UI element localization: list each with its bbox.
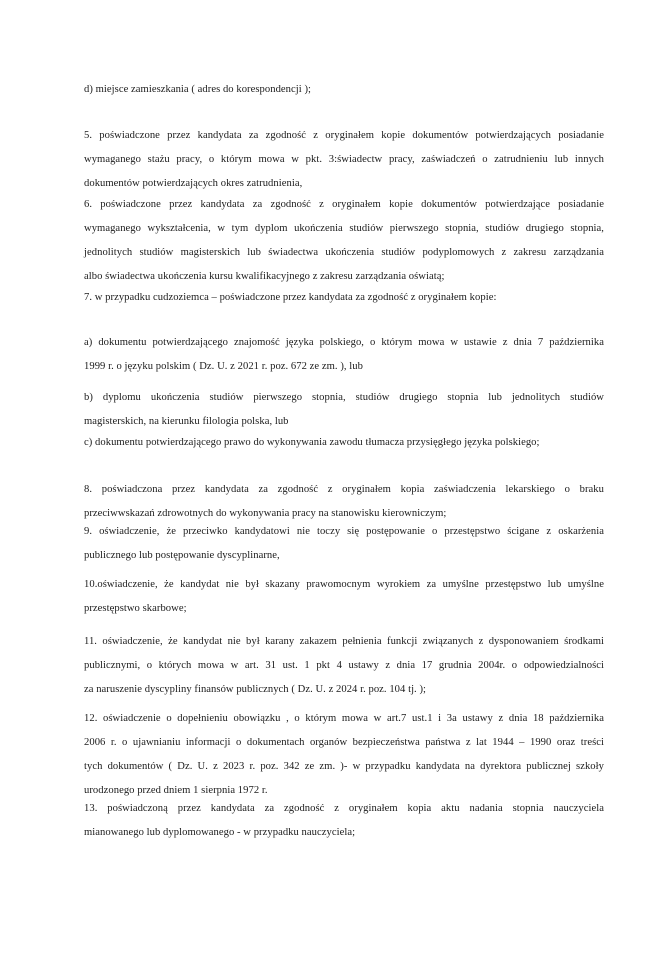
- item-7-line-1: 7. w przypadku cudzoziemca – poświadczone przez kandydata za zgodność z oryginałem kopie:: [84, 292, 497, 303]
- item-5-line-1: 5. poświadczone przez kandydata za zgodność z oryginałem kopie dokumentów potwierdzających posiadanie: [84, 130, 604, 141]
- item-12-line-2: 2006 r. o ujawnianiu informacji o dokumentach organów bezpieczeństwa państwa z lat 1944 – 1990 oraz treści: [84, 737, 604, 748]
- item-7b-line-2: magisterskich, na kierunku filologia polska, lub: [84, 416, 289, 427]
- item-12: [84, 707, 604, 803]
- item-8-line-1: 8. poświadczona przez kandydata za zgodność z oryginałem kopia zaświadczenia lekarskiego o braku: [84, 484, 604, 495]
- item-9-line-2: publicznego lub postępowanie dyscyplinarne,: [84, 550, 280, 561]
- item-6-line-4: albo świadectwa ukończenia kursu kwalifikacyjnego z zakresu zarządzania oświatą;: [84, 271, 445, 282]
- item-7a-line-2: 1999 r. o języku polskim ( Dz. U. z 2021 r. poz. 672 ze zm. ), lub: [84, 361, 363, 372]
- item-5-line-2: wymaganego stażu pracy, o którym mowa w pkt. 3:świadectw pracy, zaświadczeń o zatrudnieniu lub innych: [84, 154, 604, 165]
- item-7b-line-1: b) dyplomu ukończenia studiów pierwszego stopnia, studiów drugiego stopnia lub jednolitych studiów: [84, 392, 604, 403]
- item-11-line-2: publicznymi, o których mowa w art. 31 ust. 1 pkt 4 ustawy z dnia 17 grudnia 2004r. o odpowiedzialności: [84, 660, 604, 671]
- item-7a-line-1: a) dokumentu potwierdzającego znajomość języka polskiego, o którym mowa w ustawie z dnia 7 października: [84, 337, 604, 348]
- item-9: [84, 520, 604, 568]
- item-7c: [84, 431, 604, 455]
- item-8-line-2: przeciwwskazań zdrowotnych do wykonywania pracy na stanowisku kierowniczym;: [84, 508, 447, 519]
- item-7c-line-1: c) dokumentu potwierdzającego prawo do wykonywania zawodu tłumacza przysięgłego języka polskiego;: [84, 437, 540, 448]
- item-6-line-1: 6. poświadczone przez kandydata za zgodność z oryginałem kopie dokumentów potwierdzające posiadanie: [84, 199, 604, 210]
- item-5: [84, 124, 604, 196]
- item-13-line-1: 13. poświadczoną przez kandydata za zgodność z oryginałem kopia aktu nadania stopnia nauczyciela: [84, 803, 604, 814]
- item-12-line-4: urodzonego przed dniem 1 sierpnia 1972 r.: [84, 785, 268, 796]
- item-11: [84, 630, 604, 702]
- item-9-line-1: 9. oświadczenie, że przeciwko kandydatowi nie toczy się postępowanie o przestępstwo ścigane z oskarżenia: [84, 526, 604, 537]
- item-13-line-2: mianowanego lub dyplomowanego - w przypadku nauczyciela;: [84, 827, 356, 838]
- item-7: [84, 286, 604, 310]
- item-6: [84, 193, 604, 289]
- item-11-line-3: za naruszenie dyscypliny finansów publicznych ( Dz. U. z 2024 r. poz. 104 tj. );: [84, 684, 427, 695]
- item-6-line-2: wymaganego wykształcenia, w tym dyplom ukończenia studiów pierwszego stopnia, studiów drugiego stopnia,: [84, 223, 604, 234]
- item-7a: [84, 331, 604, 379]
- item-13: [84, 797, 604, 845]
- item-d: [84, 78, 604, 102]
- item-11-line-1: 11. oświadczenie, że kandydat nie był karany zakazem pełnienia funkcji związanych z dysponowaniem środkami: [84, 636, 604, 647]
- item-12-line-3: tych dokumentów ( Dz. U. z 2023 r. poz. 342 ze zm. )- w przypadku kandydata na dyrektora publicznej szkoły: [84, 761, 604, 772]
- item-7b: [84, 386, 604, 434]
- item-12-line-1: 12. oświadczenie o dopełnieniu obowiązku , o którym mowa w art.7 ust.1 i 3a ustawy z dnia 18 października: [84, 713, 604, 724]
- item-10: [84, 573, 604, 621]
- item-d-line-1: d) miejsce zamieszkania ( adres do korespondencji );: [84, 84, 312, 95]
- item-6-line-3: jednolitych studiów magisterskich lub świadectwa ukończenia studiów podyplomowych z zakresu zarządzania: [84, 247, 604, 258]
- item-10-line-2: przestępstwo skarbowe;: [84, 603, 187, 614]
- item-8: [84, 478, 604, 526]
- item-5-line-3: dokumentów potwierdzających okres zatrudnienia,: [84, 178, 303, 189]
- item-10-line-1: 10.oświadczenie, że kandydat nie był skazany prawomocnym wyrokiem za umyślne przestępstwo lub umyślne: [84, 579, 604, 590]
